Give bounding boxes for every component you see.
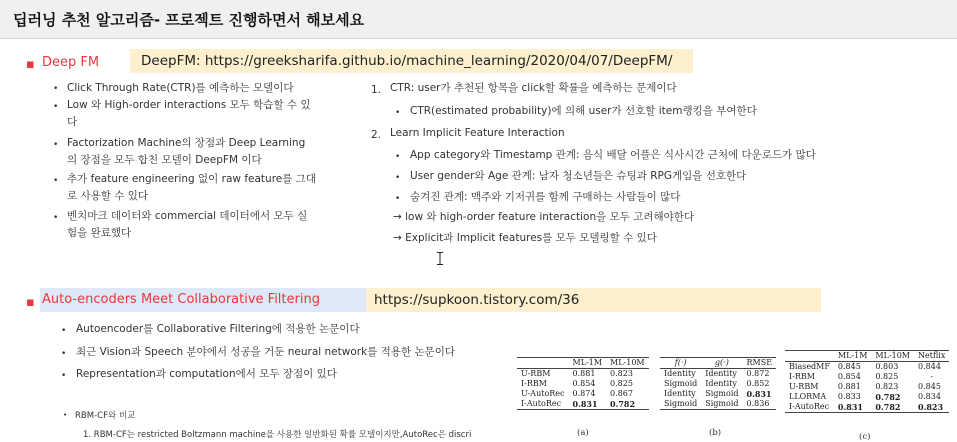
table-row bbox=[517, 399, 649, 410]
autorec-small-numbered: 1. RBM-CF는 restricted Boltzmann machine을 사용한 일반화된 확률 모델이지만,AutoRec은 discri bbox=[83, 430, 472, 440]
table-header-cell: ML-10M bbox=[610, 358, 645, 367]
table-cell: 0.852 bbox=[746, 379, 770, 388]
table-header-cell: ML-1M bbox=[837, 351, 868, 360]
table-row bbox=[785, 402, 949, 413]
title-bar bbox=[0, 0, 957, 39]
list-bullet: • bbox=[53, 140, 59, 150]
section-bullet: ▪ bbox=[26, 57, 35, 72]
table-cell: 0.823 bbox=[875, 382, 899, 391]
deepfm-arrow-1: → low 와 high-order feature interaction을 모두 고려해야한다 bbox=[393, 211, 695, 223]
table-cell: 0.836 bbox=[746, 399, 770, 408]
deepfm-bullet-1: Click Through Rate(CTR)를 예측하는 모델이다 bbox=[67, 82, 294, 94]
deepfm-bullet-2: Low 와 High-order interactions 모두 학습할 수 있다 bbox=[67, 99, 311, 128]
list-bullet: • bbox=[63, 411, 68, 419]
table-cell: 0.803 bbox=[875, 362, 899, 371]
autorec-small-bullet: RBM-CF와 비교 bbox=[75, 411, 136, 421]
deepfm-sub-2-3: 숨겨진 관계: 맥주와 기저귀를 함께 구매하는 사람들이 많다 bbox=[410, 191, 681, 203]
page-title: 딥러닝 추천 알고리즘- 프로젝트 진행하면서 해보세요 bbox=[13, 11, 365, 29]
table-header-cell: f(·) bbox=[674, 358, 687, 367]
list-bullet: • bbox=[53, 176, 59, 186]
table-cell: Identity bbox=[664, 389, 696, 398]
deepfm-bullet-5: 벤치마크 데이터와 commercial 데이터에서 모두 실험을 완료했다 bbox=[67, 210, 308, 239]
table-row bbox=[785, 372, 949, 382]
table-cell: 0.874 bbox=[572, 389, 596, 398]
table-header-cell: ML-1M bbox=[572, 358, 603, 367]
list-bullet: • bbox=[61, 349, 67, 359]
table-row bbox=[660, 379, 776, 389]
table-row bbox=[517, 369, 649, 380]
list-bullet: • bbox=[395, 152, 401, 162]
table-cell: BiasedMF bbox=[789, 362, 830, 371]
autorec-bullet-1: Autoencoder를 Collaborative Filtering에 적용한 논문이다 bbox=[76, 323, 360, 335]
deepfm-bullet-4: 추가 feature engineering 없이 raw feature를 그대로 사용할 수 있다 bbox=[67, 173, 317, 202]
table-header-cell: ML-10M bbox=[875, 351, 910, 360]
table-a-caption: (a) bbox=[577, 428, 589, 438]
table-cell: I-RBM bbox=[789, 372, 815, 381]
table-header-cell: RMSE bbox=[746, 358, 773, 367]
table-cell: 0.881 bbox=[837, 382, 861, 391]
list-bullet: • bbox=[395, 194, 401, 204]
table-cell: 0.823 bbox=[610, 369, 633, 378]
table-header-cell: g(·) bbox=[714, 358, 729, 367]
autorec-url-link[interactable]: https://supkoon.tistory.com/36 bbox=[374, 292, 580, 308]
table-cell: 0.782 bbox=[875, 392, 901, 402]
table-row bbox=[785, 392, 949, 402]
table-header-row bbox=[517, 358, 649, 369]
table-header-row bbox=[785, 351, 949, 362]
table-cell: LLORMA bbox=[789, 392, 827, 401]
deepfm-url-link[interactable]: DeepFM: https://greeksharifa.github.io/machine_learning/2020/04/07/DeepFM/ bbox=[141, 53, 673, 69]
list-bullet: • bbox=[61, 326, 67, 336]
deepfm-sub-1: CTR(estimated probability)에 의해 user가 선호할 item랭킹을 부여한다 bbox=[410, 105, 757, 117]
table-c-caption: (c) bbox=[859, 432, 871, 442]
table-cell: 0.834 bbox=[918, 392, 941, 401]
table-cell: 0.867 bbox=[610, 389, 633, 398]
table-cell: Identity bbox=[705, 379, 737, 388]
table-b-caption: (b) bbox=[709, 428, 722, 438]
deepfm-sub-2-2: User gender와 Age 관계: 남자 청소년들은 슈팅과 RPG게임을 선호한다 bbox=[410, 170, 747, 182]
results-table-a bbox=[517, 357, 649, 410]
table-cell: I-AutoRec bbox=[521, 399, 562, 408]
list-bullet: • bbox=[395, 173, 401, 183]
list-bullet: • bbox=[53, 102, 59, 112]
autorec-heading: Auto-encoders Meet Collaborative Filtering bbox=[42, 292, 320, 307]
text-cursor-icon bbox=[437, 252, 443, 265]
numbered-marker-1: 1. bbox=[371, 84, 382, 96]
table-cell: 0.825 bbox=[610, 379, 633, 388]
table-cell: 0.782 bbox=[875, 402, 901, 412]
results-table-b bbox=[660, 357, 776, 410]
table-cell: 0.831 bbox=[746, 389, 772, 399]
table-row bbox=[785, 382, 949, 392]
table-header-cell bbox=[785, 351, 834, 362]
autorec-bullet-2: 최근 Vision과 Speech 분야에서 성공을 거둔 neural network를 적용한 논문이다 bbox=[76, 346, 455, 358]
list-bullet: • bbox=[395, 108, 401, 118]
list-bullet: • bbox=[53, 84, 59, 94]
table-cell: Sigmoid bbox=[705, 389, 739, 398]
table-cell: 0.854 bbox=[572, 379, 596, 388]
deepfm-arrow-2: → Explicit과 Implicit features를 모두 모델링할 수 있다 bbox=[393, 232, 657, 244]
table-cell: Identity bbox=[705, 369, 737, 378]
table-cell: 0.831 bbox=[572, 399, 598, 409]
deepfm-numbered-1: CTR: user가 추천된 항목을 click할 확률을 예측하는 문제이다 bbox=[390, 82, 677, 94]
table-row bbox=[785, 362, 949, 373]
table-cell: - bbox=[930, 372, 934, 381]
table-cell: Identity bbox=[664, 369, 696, 378]
table-header-cell bbox=[517, 358, 569, 369]
table-cell: U-RBM bbox=[789, 382, 819, 391]
table-cell: Sigmoid bbox=[664, 399, 698, 408]
table-row bbox=[517, 379, 649, 389]
table-row bbox=[660, 389, 776, 399]
table-cell: 0.845 bbox=[837, 362, 861, 371]
autorec-bullet-3: Representation과 computation에서 모두 장점이 있다 bbox=[76, 368, 337, 380]
table-cell: 0.782 bbox=[610, 399, 636, 409]
table-cell: 0.844 bbox=[918, 362, 941, 371]
table-cell: 0.854 bbox=[837, 372, 861, 381]
list-bullet: • bbox=[61, 371, 67, 381]
table-cell: I-RBM bbox=[521, 379, 547, 388]
table-cell: 0.823 bbox=[918, 402, 944, 412]
deepfm-sub-2-1: App category와 Timestamp 관계: 음식 배달 어플은 식사시간 근처에 다운로드가 많다 bbox=[410, 149, 816, 161]
table-row bbox=[660, 399, 776, 410]
table-cell: Sigmoid bbox=[664, 379, 698, 388]
table-header-row bbox=[660, 358, 776, 369]
table-cell: 0.831 bbox=[837, 402, 863, 412]
results-table-c bbox=[785, 350, 949, 413]
deepfm-heading: Deep FM bbox=[42, 55, 100, 70]
table-row bbox=[660, 369, 776, 380]
list-bullet: • bbox=[53, 213, 59, 223]
deepfm-numbered-2: Learn Implicit Feature Interaction bbox=[390, 127, 565, 139]
deepfm-bullet-3: Factorization Machine의 장점과 Deep Learning 의 장점을 모두 합친 모델이 DeepFM 이다 bbox=[67, 137, 306, 166]
table-header-cell: Netflix bbox=[918, 351, 946, 360]
table-cell: 0.825 bbox=[875, 372, 899, 381]
table-cell: Sigmoid bbox=[705, 399, 739, 408]
table-cell: I-AutoRec bbox=[789, 402, 830, 411]
table-cell: 0.833 bbox=[837, 392, 861, 401]
table-cell: U-RBM bbox=[521, 369, 551, 378]
table-cell: U-AutoRec bbox=[521, 389, 565, 398]
table-cell: 0.845 bbox=[918, 382, 941, 391]
table-row bbox=[517, 389, 649, 399]
section-bullet: ▪ bbox=[26, 295, 35, 310]
numbered-marker-2: 2. bbox=[371, 129, 382, 141]
table-cell: 0.881 bbox=[572, 369, 596, 378]
table-cell: 0.872 bbox=[746, 369, 770, 378]
